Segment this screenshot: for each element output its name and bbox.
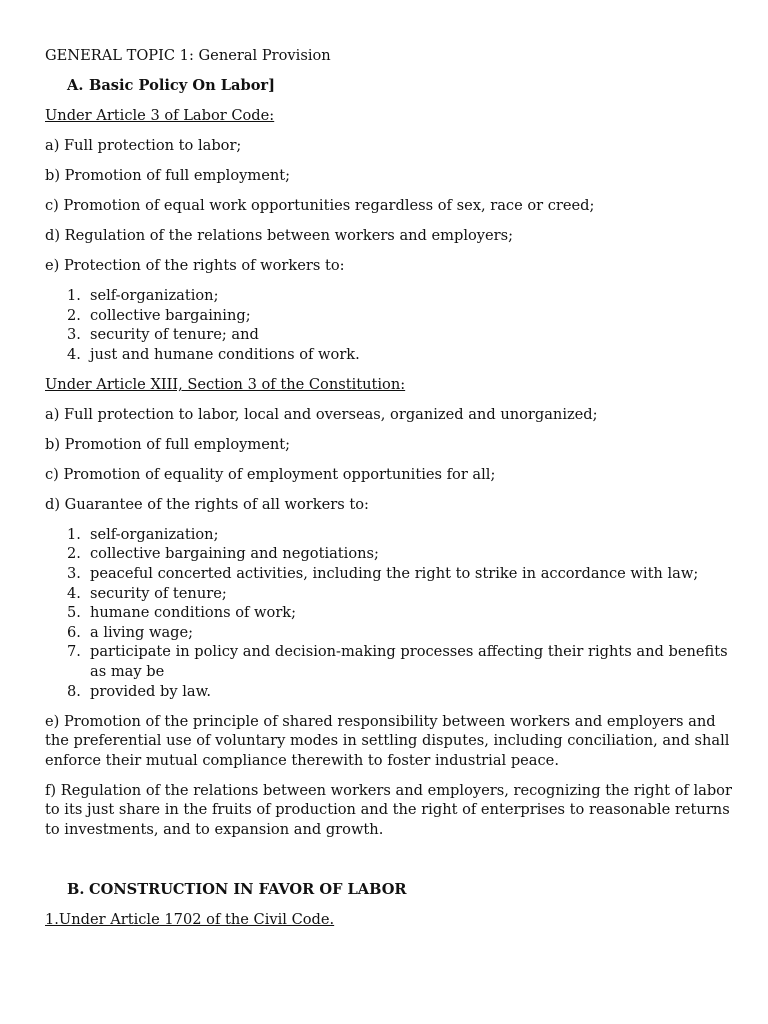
labor-code-item-b: b) Promotion of full employment; bbox=[45, 167, 291, 184]
list-item bbox=[45, 642, 735, 681]
list-text: a living wage; bbox=[90, 623, 194, 641]
constitution-item-c: c) Promotion of equality of employment opportunities for all; bbox=[45, 465, 496, 483]
constitution-item-d: d) Guarantee of the rights of all workers to: bbox=[45, 495, 369, 513]
document-page bbox=[45, 46, 735, 940]
section-a-letter: A. bbox=[67, 77, 84, 94]
section-b-letter: B. bbox=[67, 880, 85, 898]
list-number: 7. bbox=[67, 643, 81, 661]
list-number: 8. bbox=[67, 682, 81, 700]
constitution-paragraph-f: f) Regulation of the relations between workers and employers, recognizing the right of labor to its just share in the fruits of production and the right of enterprises to reasonable returns to investments, and to expansion and growth. bbox=[45, 781, 732, 838]
list-text: provided by law. bbox=[90, 682, 211, 700]
constitution-paragraph-e: e) Promotion of the principle of shared responsibility between workers and employers and the preferential use of voluntary modes in settling disputes, including conciliation, and shall enforce their mutual compliance therewith to foster industrial peace. bbox=[45, 712, 730, 769]
labor-code-item-c: c) Promotion of equal work opportunities regardless of sex, race or creed; bbox=[45, 197, 595, 214]
list-text: just and humane conditions of work. bbox=[90, 345, 360, 363]
list-number: 4. bbox=[67, 584, 81, 602]
labor-code-item-a: a) Full protection to labor; bbox=[45, 137, 242, 154]
list-text: self-organization; bbox=[90, 525, 219, 543]
constitution-heading: Under Article XIII, Section 3 of the Constitution: bbox=[45, 375, 406, 393]
list-text: security of tenure; and bbox=[90, 326, 259, 344]
section-b-heading bbox=[45, 880, 735, 900]
list-text: humane conditions of work; bbox=[90, 604, 297, 622]
list-text: self-organization; bbox=[90, 287, 219, 304]
section-b-title: CONSTRUCTION IN FAVOR OF LABOR bbox=[89, 880, 407, 898]
list-item bbox=[45, 345, 735, 365]
list-item bbox=[45, 286, 735, 306]
list-number: 6. bbox=[67, 623, 81, 641]
list-item bbox=[45, 682, 735, 702]
section-spacer bbox=[45, 850, 735, 880]
list-number: 4. bbox=[67, 345, 81, 363]
list-text: participate in policy and decision-making processes affecting their rights and benefits as may be bbox=[90, 643, 728, 681]
list-item bbox=[45, 544, 735, 564]
list-text: collective bargaining and negotiations; bbox=[90, 545, 379, 563]
list-item bbox=[45, 325, 735, 345]
list-number: 1. bbox=[67, 287, 81, 304]
constitution-item-a: a) Full protection to labor, local and overseas, organized and unorganized; bbox=[45, 405, 598, 423]
topic-title: GENERAL TOPIC 1: General Provision bbox=[45, 47, 331, 64]
list-text: peaceful concerted activities, including the right to strike in accordance with law; bbox=[90, 565, 699, 583]
list-number: 2. bbox=[67, 545, 81, 563]
list-text: collective bargaining; bbox=[90, 306, 251, 324]
list-item bbox=[45, 525, 735, 545]
list-number: 5. bbox=[67, 604, 81, 622]
labor-code-item-e: e) Protection of the rights of workers to: bbox=[45, 257, 345, 274]
constitution-item-b: b) Promotion of full employment; bbox=[45, 435, 291, 453]
civil-code-heading: 1.Under Article 1702 of the Civil Code. bbox=[45, 910, 335, 928]
constitution-rights-list bbox=[45, 525, 735, 701]
list-item bbox=[45, 564, 735, 584]
list-item bbox=[45, 584, 735, 604]
list-text: security of tenure; bbox=[90, 584, 227, 602]
list-number: 2. bbox=[67, 306, 81, 324]
section-a-title: Basic Policy On Labor] bbox=[89, 77, 276, 94]
labor-code-heading: Under Article 3 of Labor Code: bbox=[45, 107, 275, 124]
list-item bbox=[45, 623, 735, 643]
labor-code-rights-list bbox=[45, 286, 735, 364]
list-number: 1. bbox=[67, 525, 81, 543]
list-item bbox=[45, 603, 735, 623]
list-item bbox=[45, 306, 735, 326]
list-number: 3. bbox=[67, 326, 81, 344]
section-a-heading bbox=[45, 76, 735, 96]
list-number: 3. bbox=[67, 565, 81, 583]
labor-code-item-d: d) Regulation of the relations between workers and employers; bbox=[45, 227, 514, 244]
